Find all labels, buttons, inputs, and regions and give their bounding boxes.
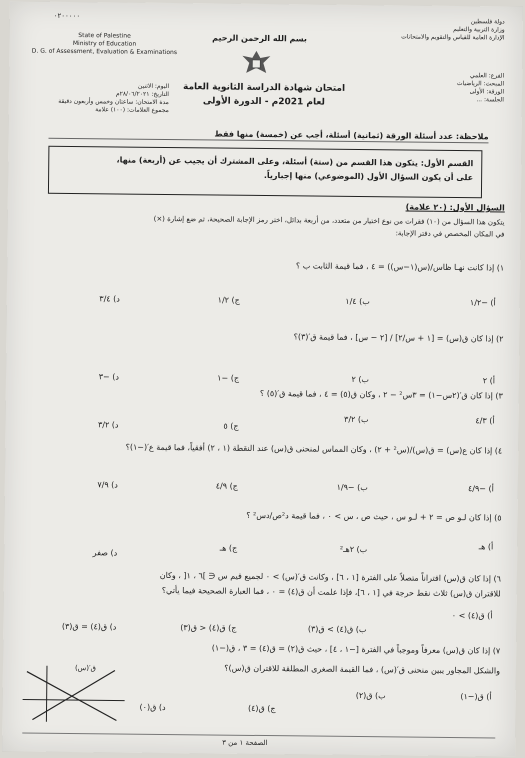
q1-item-6-stem: ٦) إذا كان ق(س) اقتراناً متصلاً على الفترة [١ ، ٦] ، وكانت ق′(س) > ٠ لجميع قيم س ∈ ]٦ ، ١[ ، وكان bbox=[159, 570, 501, 584]
footer-divider bbox=[22, 733, 495, 739]
q1-item-3-opt-d[interactable]: د) ٣/٢ bbox=[97, 420, 119, 430]
q1-item-7-stem: ٧) إذا كان ق(س) معرفاً وموجباً في الفترة [−١ ، ٤] ، حيث ق(٢) = ق(٤) = ٣ ، ق(−١) bbox=[211, 643, 501, 656]
exam-paper-no: الورقة: الأولى bbox=[469, 88, 505, 96]
exam-meta-left bbox=[29, 82, 169, 115]
q1-item-7-opt-b[interactable]: ب) ق(٢) bbox=[355, 690, 386, 701]
q1-item-2-opt-a[interactable]: أ) ٢ bbox=[482, 376, 496, 386]
q1-item-3-opt-c[interactable]: ج) ٥ bbox=[223, 421, 239, 431]
department-name-ar: الإدارة العامة للقياس والتقويم والامتحانات bbox=[401, 33, 505, 42]
q1-item-2-opt-c[interactable]: ج) −١ bbox=[217, 373, 240, 383]
header-right-ar bbox=[355, 17, 505, 43]
q1-item-5-opt-a[interactable]: أ) هـ bbox=[478, 542, 494, 552]
ministry-name-ar: وزارة التربية والتعليم bbox=[453, 25, 505, 34]
q1-item-1-opt-b[interactable]: ب) ١/٤ bbox=[345, 296, 370, 307]
q1-item-6-stem-2: للاقتران ق(س) ثلاث نقط حرجة في [١ ، ٦]، فإذا علمت أن ق(٤) = ٠ ، فما العبارة الصحيحة فيما يأتي؟ bbox=[161, 585, 501, 599]
q1-item-3-opt-b[interactable]: ب) ٣/٢ bbox=[344, 414, 369, 425]
q1-item-6-opt-c[interactable]: ج) ق(٤) < ق(٣) bbox=[180, 623, 237, 633]
q1-item-3-stem: ٣) إذا كان ق′(٢س−١) = ٣س² − ٢ ، وكان ق(٥) = ٤ ، فما قيمة ق′(٥) ؟ bbox=[259, 388, 503, 401]
q1-item-2-opt-d[interactable]: د) −٣ bbox=[98, 372, 120, 382]
department-name-en: D. G. of Assessment, Evaluation & Examinations bbox=[31, 47, 178, 57]
q1-item-4-stem: ٤) إذا كان ع(س) = ق(س)/(س² + ٢) ، وكان المماس لمنحنى ق(س) عند النقطة (١ ، ٢) أفقياً، فما قيمة ع′(−١)؟ bbox=[125, 442, 503, 456]
q1-item-3-opt-a[interactable]: أ) ٤/٣ bbox=[475, 416, 495, 426]
page-footer: الصفحة ١ من ٣ bbox=[222, 738, 268, 748]
part1-instructions-box bbox=[48, 146, 482, 199]
q1-item-5-opt-c[interactable]: ج) هـ bbox=[219, 543, 238, 553]
q1-item-7-opt-a[interactable]: أ) ق(−١) bbox=[460, 692, 492, 702]
q1-item-4-opt-a[interactable]: أ) −٤/٩ bbox=[467, 484, 494, 494]
exam-duration: مدة الامتحان: ساعتان وخمس وأربعون دقيقة bbox=[58, 97, 169, 107]
q1-item-7-stem-2: والشكل المجاور يبين منحنى ق′(س) ، فما القيمة الصغرى المطلقة للاقتران ق(س)؟ bbox=[224, 663, 501, 676]
q1-item-4-opt-d[interactable]: د) ٧/٩ bbox=[97, 480, 118, 490]
q1-item-4-opt-b[interactable]: ب) −١/٩ bbox=[336, 482, 368, 493]
exam-note: ملاحظة: عدد أسئلة الورقة (ثمانية) أسئلة، أجب عن (خمسة) منها فقط bbox=[49, 128, 489, 144]
q1-item-4-opt-c[interactable]: ج) ٤/٩ bbox=[215, 481, 238, 491]
exam-title-2: لعام 2021م - الدورة الأولى bbox=[202, 96, 325, 108]
q1-heading: السؤال الأول: (٢٠ علامة) bbox=[405, 202, 505, 213]
q1-item-6-opt-b[interactable]: ب) ق(٤) > ق(٣) bbox=[307, 624, 367, 635]
state-name-ar: دولة فلسطين bbox=[470, 18, 505, 26]
q1-item-5-stem: ٥) إذا كان لـو ص = ٢ + لـو س ، حيث ص ، س > ٠ ، فما قيمة د²ص/دس² ؟ bbox=[246, 510, 502, 523]
q1-item-6-opt-d[interactable]: د) ق(٤) = ق(٣) bbox=[61, 621, 117, 632]
exam-meta-right bbox=[404, 71, 504, 104]
q1-item-7-opt-c[interactable]: ج) ق(٤) bbox=[247, 703, 276, 714]
part1-line2: على أن يكون السؤال الأول (الموضوعي) منها إجبارياً. bbox=[263, 171, 474, 183]
ministry-name-en: Ministry of Education bbox=[72, 39, 137, 48]
exam-paper bbox=[2, 1, 523, 756]
exam-session: الجلسة: ... bbox=[476, 96, 504, 104]
exam-date: التاريخ: ٢٨/٠٦/٢٠٢١م bbox=[115, 90, 170, 99]
q1-item-1-opt-d[interactable]: د) ٣/٤ bbox=[99, 294, 120, 304]
graph-label: ق′(س) bbox=[74, 664, 97, 673]
basmala: بسم الله الرحمن الرحيم bbox=[212, 33, 307, 44]
part1-line1: القسم الأول: يتكون هذا القسم من (ستة) أسئلة، وعلى المشترك أن يجيب عن (أربعة) منها، bbox=[116, 155, 474, 169]
exam-branch: الفرع: العلمي bbox=[469, 72, 505, 80]
q1-item-5-opt-b[interactable]: ب) ٢هـ² bbox=[339, 544, 368, 555]
exam-total: مجموع العلامات: (١٠٠) علامة bbox=[95, 106, 169, 115]
q1-item-5-opt-d[interactable]: د) صفر bbox=[92, 548, 118, 558]
state-name-en: State of Palestine bbox=[78, 32, 131, 40]
exam-day: اليوم: الاثنين bbox=[138, 82, 170, 91]
header-left-en bbox=[29, 32, 179, 58]
exam-title-1: امتحان شهادة الدراسة الثانوية العامة bbox=[182, 82, 346, 94]
q1-item-6-opt-a[interactable]: أ) ق(٤) > ٠ bbox=[451, 610, 493, 621]
q1-intro-2: في المكان المخصص في دفتر الإجابة: bbox=[395, 229, 505, 239]
eagle-emblem-icon bbox=[239, 48, 273, 78]
derivative-graph bbox=[18, 661, 129, 724]
q1-intro-1: يتكون هذا السؤال من (١٠) فقرات من نوع اختيار من متعدد، من أربعة بدائل، اختر رمز الإجابة الصحيحة، ثم ضع إشارة (×) bbox=[153, 214, 505, 227]
top-date: ٠٢٠٠٠٠٠ bbox=[53, 11, 81, 21]
exam-subject: المبحث: الرياضيات bbox=[456, 80, 505, 88]
q1-item-1-stem: ١) إذا كانت نهـا ظاس/(س(١−س)) = ٤ ، فما قيمة الثابت ب ؟ bbox=[295, 261, 505, 273]
q1-item-2-stem: ٢) إذا كان ق(س) = [١ + س/٢] / [٢ − س] ، فما قيمة ق′(٣)؟ bbox=[293, 332, 504, 344]
q1-item-1-opt-c[interactable]: ج) ١/٢ bbox=[217, 295, 240, 305]
q1-item-1-opt-a[interactable]: أ) −١/٢ bbox=[469, 298, 496, 308]
q1-item-7-opt-d[interactable]: د) ق(٠) bbox=[139, 702, 166, 713]
q1-item-2-opt-b[interactable]: ب) ٢ bbox=[351, 374, 370, 385]
